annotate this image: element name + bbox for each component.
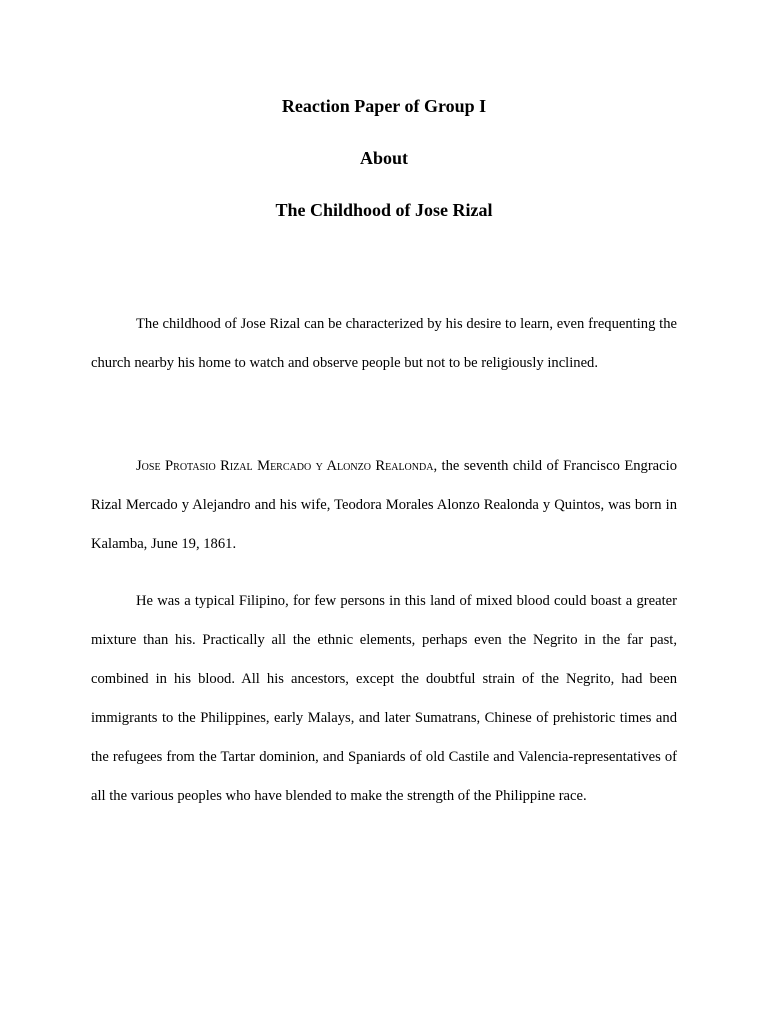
document-title: Reaction Paper of Group I: [281, 96, 487, 116]
full-name: Jose Protasio Rizal Mercado y Alonzo Realonda: [136, 458, 434, 474]
paragraph-birth: [91, 447, 677, 564]
paragraph-ancestry: He was a typical Filipino, for few persons in this land of mixed blood could boast a greater mixture than his. Practically all the ethnic elements, perhaps even the Negrito in the far past, combined in his blood. All his ancestors, except the doubtful strain of the Negrito, had been immigrants to the Philippines, early Malays, and later Sumatrans, Chinese of prehistoric times and the refugees from the Tartar dominion, and Spaniards of old Castile and Valencia-representatives of all the various peoples who have blended to make the strength of the Philippine race.: [91, 593, 677, 804]
document-subtitle-about: About: [359, 148, 408, 168]
document-subtitle-topic: The Childhood of Jose Rizal: [275, 200, 493, 220]
paragraph-birth-text: , the seventh child of Francisco Engracio Rizal Mercado y Alejandro and his wife, Teodora Morales Alonzo Realonda y Quintos, was born in Kalamba, June 19, 1861.: [91, 458, 677, 552]
paragraph-childhood: The childhood of Jose Rizal can be characterized by his desire to learn, even frequenting the church nearby his home to watch and observe people but not to be religiously inclined.: [91, 316, 677, 371]
